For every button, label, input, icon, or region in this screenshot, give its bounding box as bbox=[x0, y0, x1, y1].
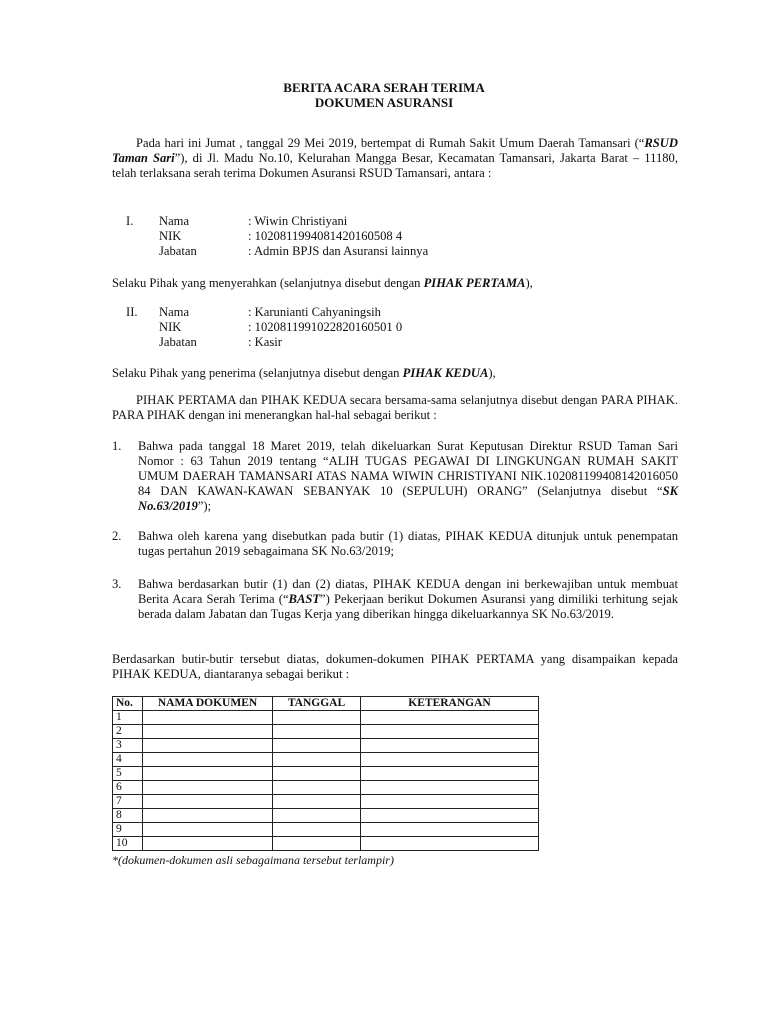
party-first-row bbox=[112, 229, 678, 244]
table-row bbox=[113, 711, 539, 725]
item1-text-1: Bahwa pada tanggal 18 Maret 2019, telah dikeluarkan Surat Keputusan Direktur RSUD Taman Sari Nomor : 63 Tahun 2019 tentang “ALIH TUGAS PEGAWAI DI LINGKUNGAN RUMAH SAKIT UMUM DAERAH TAMANSARI ATAS NAMA WIWIN CHRISTIYANI NIK.102081199408142016050 84 DAN KAWAN-KAWAN SEBANYAK 10 (SEPULUH) ORANG” (Selanjutnya disebut “ bbox=[138, 439, 678, 498]
table-row bbox=[113, 781, 539, 795]
cell-nama-dokumen bbox=[143, 781, 273, 795]
cell-keterangan bbox=[361, 781, 539, 795]
list-item bbox=[112, 577, 678, 622]
cell-tanggal bbox=[273, 837, 361, 851]
title-line-1: BERITA ACARA SERAH TERIMA bbox=[283, 80, 485, 95]
statement2-text-2: ), bbox=[488, 366, 496, 380]
cell-nama-dokumen bbox=[143, 725, 273, 739]
title-line-2: DOKUMEN ASURANSI bbox=[314, 95, 454, 110]
statement1-text-1: Selaku Pihak yang menyerahkan (selanjutnya disebut dengan bbox=[112, 276, 424, 290]
item3-emphasis: BAST bbox=[288, 592, 321, 606]
party-first-label-jabatan: Jabatan bbox=[159, 244, 197, 258]
list-item bbox=[112, 439, 678, 514]
party-first-value-nik: : 1020811994081420160508 4 bbox=[248, 229, 403, 243]
party-second-label-jabatan: Jabatan bbox=[159, 335, 197, 349]
party-first-value-jabatan: : Admin BPJS dan Asuransi lainnya bbox=[248, 244, 429, 258]
cell-keterangan bbox=[361, 725, 539, 739]
cell-keterangan bbox=[361, 739, 539, 753]
cell-tanggal bbox=[273, 781, 361, 795]
party-second-label-name: Nama bbox=[159, 305, 190, 319]
party-first-row bbox=[112, 244, 678, 259]
cell-nama-dokumen bbox=[143, 809, 273, 823]
row-number: 7 bbox=[113, 795, 143, 809]
item1-text-2: ”); bbox=[197, 499, 212, 513]
list-item bbox=[112, 529, 678, 559]
party-second-row bbox=[112, 305, 678, 320]
document-title bbox=[0, 80, 768, 110]
cell-keterangan bbox=[361, 753, 539, 767]
cell-keterangan bbox=[361, 809, 539, 823]
footnote: *(dokumen-dokumen asli sebagaimana tersebut terlampir) bbox=[112, 853, 394, 867]
row-number: 9 bbox=[113, 823, 143, 837]
opening-text-1: Pada hari ini Jumat , tanggal 29 Mei 2019, bertempat di Rumah Sakit Umum Daerah Tamansari (“ bbox=[136, 136, 645, 150]
row-number: 2 bbox=[113, 725, 143, 739]
cell-keterangan bbox=[361, 767, 539, 781]
row-number: 4 bbox=[113, 753, 143, 767]
table-row bbox=[113, 795, 539, 809]
cell-tanggal bbox=[273, 767, 361, 781]
row-number: 1 bbox=[113, 711, 143, 725]
item1-emphasis: SK No.63/2019 bbox=[138, 484, 678, 513]
row-number: 3 bbox=[113, 739, 143, 753]
party-second bbox=[112, 305, 678, 350]
table-row bbox=[113, 725, 539, 739]
document-table bbox=[112, 696, 539, 851]
party-second-number: II. bbox=[126, 305, 138, 319]
cell-tanggal bbox=[273, 795, 361, 809]
item3-text-1: Bahwa berdasarkan butir (1) dan (2) diatas, PIHAK KEDUA dengan ini berkewajiban untuk membuat Berita Acara Serah Terima (“ bbox=[138, 577, 678, 606]
cell-keterangan bbox=[361, 837, 539, 851]
table-row bbox=[113, 767, 539, 781]
second-party-statement bbox=[112, 366, 678, 381]
intro-paragraph: PIHAK PERTAMA dan PIHAK KEDUA secara bersama-sama selanjutnya disebut dengan PARA PIHAK. PARA PIHAK dengan ini menerangkan hal-hal sebagai berikut : bbox=[112, 393, 678, 422]
col-header-tanggal: TANGGAL bbox=[273, 697, 361, 711]
list-item-text bbox=[138, 577, 678, 622]
item3-text-2: ”) Pekerjaan berikut Dokumen Asuransi yang dimiliki terhitung sejak berada dalam Jabatan dan Tugas Kerja yang diberikan hingga dikeluarkannya SK No.63/2019. bbox=[138, 592, 678, 621]
row-number: 10 bbox=[113, 837, 143, 851]
cell-nama-dokumen bbox=[143, 767, 273, 781]
party-first-value-name: : Wiwin Christiyani bbox=[248, 214, 348, 228]
closing-paragraph: Berdasarkan butir-butir tersebut diatas, dokumen-dokumen PIHAK PERTAMA yang disampaikan kepada PIHAK KEDUA, diantaranya sebagai berikut : bbox=[112, 652, 678, 681]
table-row bbox=[113, 837, 539, 851]
party-second-value-nik: : 1020811991022820160501 0 bbox=[248, 320, 403, 334]
cell-tanggal bbox=[273, 725, 361, 739]
cell-tanggal bbox=[273, 753, 361, 767]
table-row bbox=[113, 753, 539, 767]
cell-tanggal bbox=[273, 823, 361, 837]
col-header-keterangan: KETERANGAN bbox=[361, 697, 539, 711]
opening-paragraph bbox=[112, 136, 678, 181]
opening-text-2: ”), di Jl. Madu No.10, Kelurahan Mangga Besar, Kecamatan Tamansari, Jakarta Barat – 11180, telah terlaksana serah terima Dokumen Asuransi RSUD Tamansari, antara : bbox=[112, 151, 679, 180]
cell-tanggal bbox=[273, 711, 361, 725]
list-item-number: 2. bbox=[112, 529, 122, 543]
cell-nama-dokumen bbox=[143, 823, 273, 837]
list-item-text bbox=[138, 439, 678, 514]
cell-keterangan bbox=[361, 711, 539, 725]
party-first-label-nik: NIK bbox=[159, 229, 182, 243]
statement2-text-1: Selaku Pihak yang penerima (selanjutnya disebut dengan bbox=[112, 366, 403, 380]
cell-tanggal bbox=[273, 809, 361, 823]
cell-nama-dokumen bbox=[143, 753, 273, 767]
first-party-statement bbox=[112, 276, 678, 291]
cell-tanggal bbox=[273, 739, 361, 753]
statement1-emphasis: PIHAK PERTAMA bbox=[423, 276, 526, 290]
party-second-value-jabatan: : Kasir bbox=[248, 335, 282, 349]
cell-nama-dokumen bbox=[143, 795, 273, 809]
col-header-nama-dokumen: NAMA DOKUMEN bbox=[143, 697, 273, 711]
party-first bbox=[112, 214, 678, 259]
party-second-value-name: : Karunianti Cahyaningsih bbox=[248, 305, 381, 319]
table-header-row bbox=[113, 697, 539, 711]
party-second-row bbox=[112, 320, 678, 335]
statement1-text-2: ), bbox=[525, 276, 533, 290]
opening-emphasis: RSUD Taman Sari bbox=[112, 136, 678, 165]
party-first-number: I. bbox=[126, 214, 134, 228]
table-row bbox=[113, 823, 539, 837]
cell-nama-dokumen bbox=[143, 711, 273, 725]
col-header-no: No. bbox=[113, 697, 143, 711]
row-number: 5 bbox=[113, 767, 143, 781]
cell-keterangan bbox=[361, 795, 539, 809]
table-row bbox=[113, 739, 539, 753]
statement2-emphasis: PIHAK KEDUA bbox=[402, 366, 489, 380]
row-number: 6 bbox=[113, 781, 143, 795]
list-item-number: 3. bbox=[112, 577, 122, 591]
party-first-row bbox=[112, 214, 678, 229]
row-number: 8 bbox=[113, 809, 143, 823]
list-item-text: Bahwa oleh karena yang disebutkan pada butir (1) diatas, PIHAK KEDUA ditunjuk untuk penempatan tugas pertahun 2019 sebagaimana SK No.63/2019; bbox=[138, 529, 678, 558]
cell-nama-dokumen bbox=[143, 739, 273, 753]
party-second-label-nik: NIK bbox=[159, 320, 182, 334]
cell-nama-dokumen bbox=[143, 837, 273, 851]
list-item-number: 1. bbox=[112, 439, 122, 453]
cell-keterangan bbox=[361, 823, 539, 837]
party-first-label-name: Nama bbox=[159, 214, 190, 228]
table-row bbox=[113, 809, 539, 823]
party-second-row bbox=[112, 335, 678, 350]
